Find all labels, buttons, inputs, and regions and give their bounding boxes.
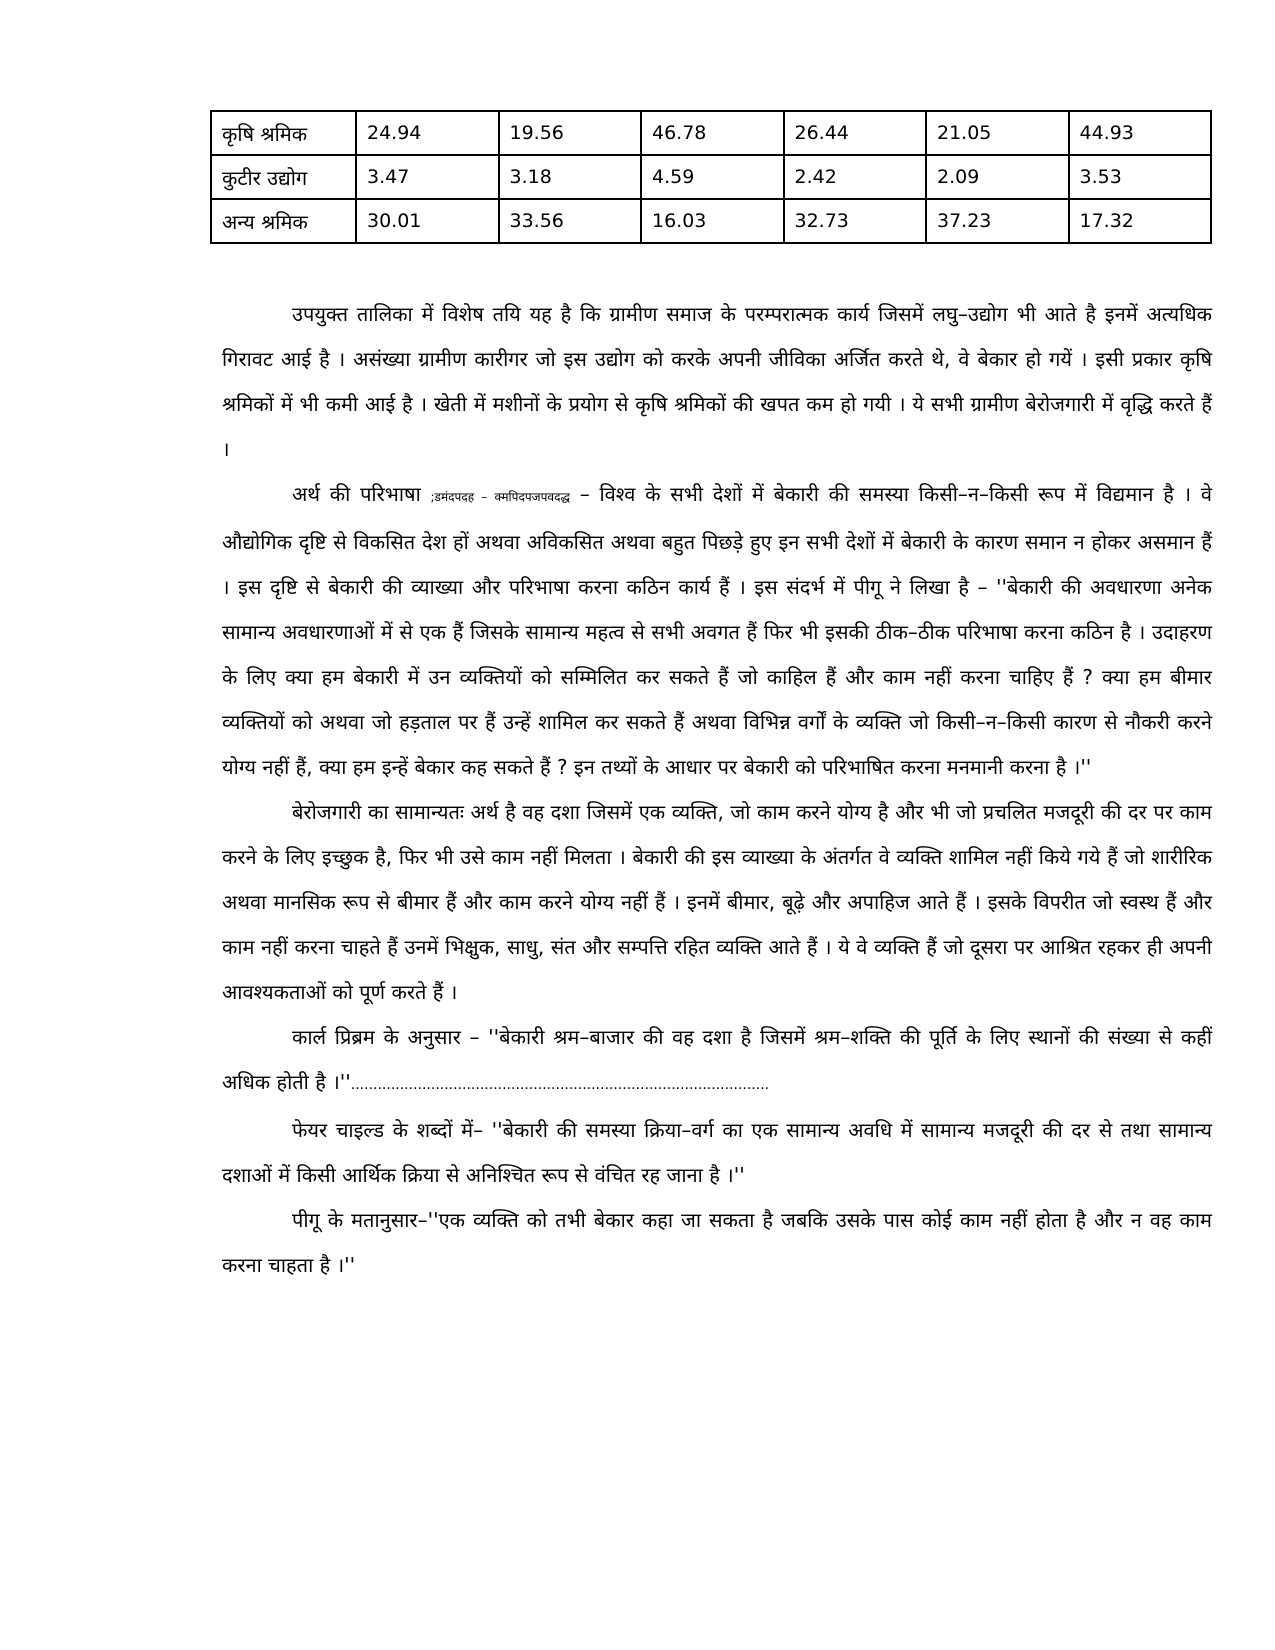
table-cell: 44.93 (1069, 111, 1212, 155)
table-cell: 24.94 (356, 111, 499, 155)
table-cell: 46.78 (641, 111, 784, 155)
table-cell: 16.03 (641, 199, 784, 243)
table-row (211, 199, 1211, 243)
paragraph-1: उपयुक्त तालिका में विशेष तयि यह है कि ग्रामीण समाज के परम्परात्मक कार्य जिसमें लघु–उद्योग भी आते है इनमें अत्यधिक गिरावट आई है । असंख्या ग्रामीण कारीगर जो इस उद्योग को करके अपनी जीविका अर्जित करते थे, वे बेकार हो गयें । इसी प्रकार कृषि श्रमिकों में भी कमी आई है । खेती में मशीनों के प्रयोग से कृषि श्रमिकों की खपत कम हो गयी । ये सभी ग्रामीण बेरोजगारी में वृद्धि करते हैं । (222, 302, 1212, 461)
table-cell: 37.23 (926, 199, 1069, 243)
paragraph-3: बेरोजगारी का सामान्यतः अर्थ है वह दशा जिसमें एक व्यक्ति, जो काम करने योग्य है और भी जो प्रचलित मजदूरी की दर पर काम करने के लिए इच्छुक है, फिर भी उसे काम नहीं मिलता । बेकारी की इस व्याख्या के अंतर्गत वे व्यक्ति शामिल नहीं किये गये हैं जो शारीरिक अथवा मानसिक रूप से बीमार हैं और काम करने योग्य नहीं हैं । इनमें बीमार, बूढ़े और अपाहिज आते हैं । इसके विपरीत जो स्वस्थ हैं और काम नहीं करना चाहते हैं उनमें भिक्षुक, साधु, संत और सम्पत्ति रहित व्यक्ति आते हैं । ये वे व्यक्ति हैं जो दूसरा पर आश्रित रहकर ही अपनी आवश्यकताओं को पूर्ण करते हैं । (222, 800, 1212, 1004)
table-cell: 33.56 (499, 199, 642, 243)
paragraph-fairchild: फेयर चाइल्ड के शब्दों में– ''बेकारी की समस्या क्रिया–वर्ग का एक सामान्य अवधि में सामान्य मजदूरी की दर से तथा सामान्य दशाओं में किसी आर्थिक क्रिया से अनिश्चित रूप से वंचित रह जाना है ।'' (222, 1118, 1212, 1187)
table-cell: 3.53 (1069, 155, 1212, 199)
employment-table (210, 110, 1212, 244)
row-label: अन्य श्रमिक (211, 199, 356, 243)
row-label: कृषि श्रमिक (211, 111, 356, 155)
paragraph-definition (222, 472, 1212, 790)
table-cell: 30.01 (356, 199, 499, 243)
table-cell: 32.73 (784, 199, 927, 243)
row-label: कुटीर उद्योग (211, 155, 356, 199)
paragraph-pigou: पीगू के मतानुसार–''एक व्यक्ति को तभी बेकार कहा जा सकता है जबकि उसके पास कोई काम नहीं होता है और न वह काम करना चाहता है ।'' (222, 1208, 1213, 1277)
table-cell: 2.42 (784, 155, 927, 199)
definition-text: – विश्व के सभी देशों में बेकारी की समस्या किसी–न–किसी रूप में विद्यमान है । वे औद्योगिक दृष्टि से विकसित देश हों अथवा अविकसित अथवा बहुत पिछड़े हुए इन सभी देशों में बेकारी के कारण समान न होकर असमान हैं । इस दृष्टि से बेकारी की व्याख्या और परिभाषा करना कठिन कार्य हैं । इस संदर्भ में पीगू ने लिखा है – ''बेकारी की अवधारणा अनेक सामान्य अवधारणाओं में से एक हैं जिसके सामान्य महत्व से सभी अवगत हैं फिर भी इसकी ठीक–ठीक परिभाषा करना कठिन है । उदाहरण के लिए क्या हम बेकारी में उन व्यक्तियों को सम्मिलित कर सकते हैं जो काहिल हैं और काम नहीं करना चाहिए हैं ? क्या हम बीमार व्यक्तियों को अथवा जो हड़ताल पर हैं उन्हें शामिल कर सकते हैं अथवा विभिन्न वर्गों के व्यक्ति जो किसी–न–किसी कारण से नौकरी करने योग्य नहीं हैं, क्या हम इन्हें बेकार कह सकते हैं ? इन तथ्यों के आधार पर बेकारी को परिभाषित करना मनमानी करना है ।'' (222, 482, 1212, 779)
garbled-english-text: ;डमंदपदह – क्मपिदपजपवदद्ध (430, 490, 571, 504)
table-cell: 19.56 (499, 111, 642, 155)
table-cell: 3.18 (499, 155, 642, 199)
paragraph-pribram (222, 1015, 1212, 1108)
definition-heading: अर्थ की परिभाषा (292, 482, 431, 506)
table-row (211, 155, 1211, 199)
table-cell: 21.05 (926, 111, 1069, 155)
table-cell: 2.09 (926, 155, 1069, 199)
table-cell: 3.47 (356, 155, 499, 199)
table-cell: 4.59 (641, 155, 784, 199)
dotted-leader: .............................................................................................. (350, 1077, 770, 1093)
table-row (211, 111, 1211, 155)
table-cell: 17.32 (1069, 199, 1212, 243)
table-cell: 26.44 (784, 111, 927, 155)
pribram-quote: कार्ल प्रिब्रम के अनुसार – ''बेकारी श्रम–बाजार की वह दशा है जिसमें श्रम–शक्ति की पूर्ति के लिए स्थानों की संख्या से कहीं अधिक होती है ।'' (222, 1025, 1212, 1094)
body-text (222, 292, 1212, 1288)
